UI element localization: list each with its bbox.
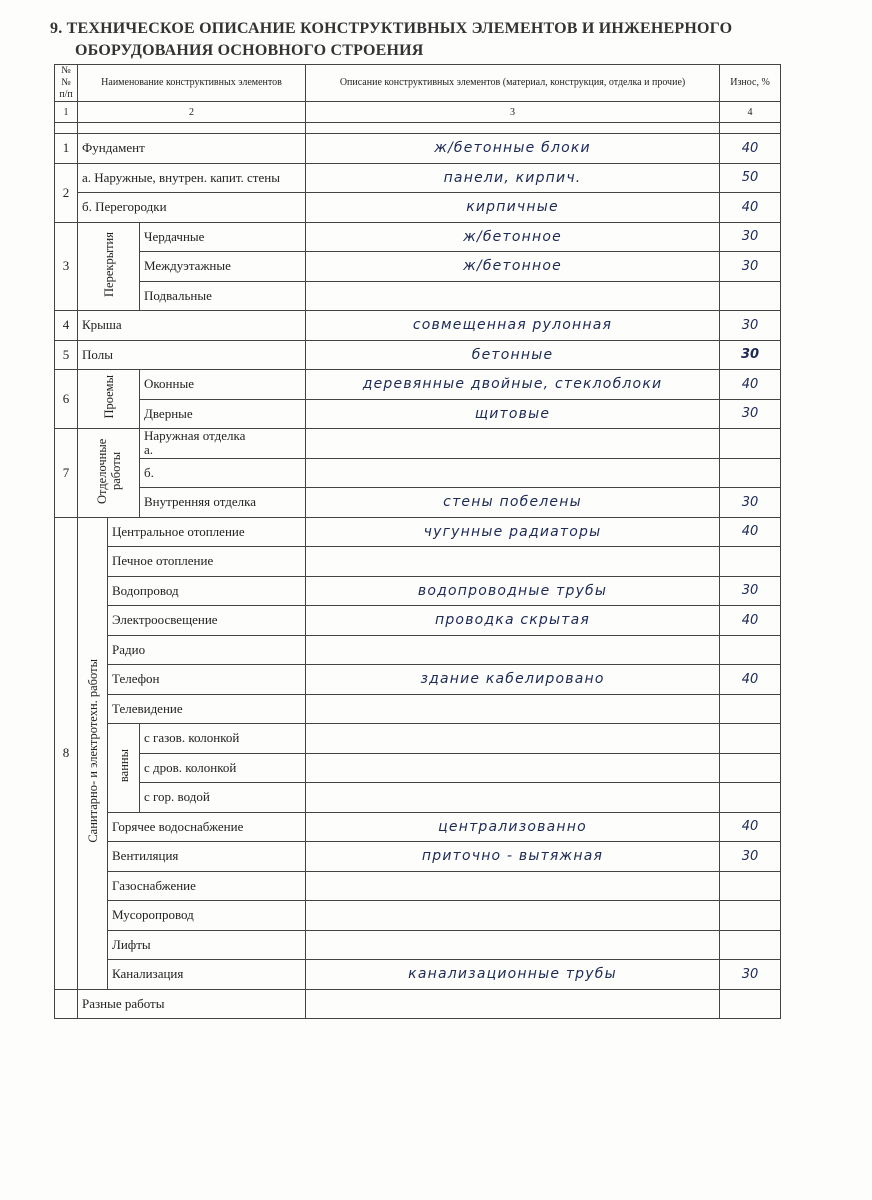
element-name: Газоснабжение bbox=[108, 871, 306, 901]
table-row-telephone bbox=[55, 665, 781, 695]
wear-cell bbox=[720, 989, 781, 1019]
spacer-cell bbox=[78, 123, 306, 134]
description-cell bbox=[306, 930, 720, 960]
description-cell bbox=[306, 281, 720, 311]
wear-cell: 40 bbox=[720, 606, 781, 636]
title-line-1: 9. ТЕХНИЧЕСКОЕ ОПИСАНИЕ КОНСТРУКТИВНЫХ ЭЛЕМЕНТОВ И ИНЖЕНЕРНОГО bbox=[50, 20, 733, 37]
row-number: 8 bbox=[55, 517, 78, 989]
table-row-sewerage bbox=[55, 960, 781, 990]
element-name: Центральное отопление bbox=[108, 517, 306, 547]
description-cell bbox=[306, 901, 720, 931]
subgroup-label-text: ванны bbox=[116, 749, 131, 783]
header-num: №№ п/п bbox=[55, 65, 78, 102]
element-name: с газов. колонкой bbox=[140, 724, 306, 754]
table-row-misc-works bbox=[55, 989, 781, 1019]
element-name: Фундамент bbox=[78, 134, 306, 164]
description-cell bbox=[306, 458, 720, 488]
element-name: Канализация bbox=[108, 960, 306, 990]
table-row-exterior-finish bbox=[55, 429, 781, 459]
row-number: 7 bbox=[55, 429, 78, 518]
description-cell: стены побелены bbox=[306, 488, 720, 518]
description-cell bbox=[306, 753, 720, 783]
description-cell: здание кабелировано bbox=[306, 665, 720, 695]
table-row-garbage-chute bbox=[55, 901, 781, 931]
wear-cell: 40 bbox=[720, 665, 781, 695]
table-row-radio bbox=[55, 635, 781, 665]
element-name: б. bbox=[140, 458, 306, 488]
description-cell: кирпичные bbox=[306, 193, 720, 223]
element-name: Разные работы bbox=[78, 989, 306, 1019]
col-number: 1 bbox=[55, 102, 78, 123]
table-row-television bbox=[55, 694, 781, 724]
group-label-engineering bbox=[78, 517, 108, 989]
table-row-floors bbox=[55, 340, 781, 370]
element-name: Лифты bbox=[108, 930, 306, 960]
description-cell: канализационные трубы bbox=[306, 960, 720, 990]
wear-cell bbox=[720, 429, 781, 459]
col-number: 3 bbox=[306, 102, 720, 123]
row-number: 5 bbox=[55, 340, 78, 370]
element-name: Мусоропровод bbox=[108, 901, 306, 931]
table-row-foundation bbox=[55, 134, 781, 164]
group-label-finishing bbox=[78, 429, 140, 518]
col-number: 4 bbox=[720, 102, 781, 123]
element-name: Печное отопление bbox=[108, 547, 306, 577]
description-cell bbox=[306, 724, 720, 754]
element-name: с дров. колонкой bbox=[140, 753, 306, 783]
wear-cell: 30 bbox=[720, 842, 781, 872]
table-row-stove-heating bbox=[55, 547, 781, 577]
wear-cell bbox=[720, 930, 781, 960]
description-cell bbox=[306, 635, 720, 665]
wear-cell: 30 bbox=[720, 340, 781, 370]
wear-cell: 30 bbox=[720, 576, 781, 606]
table-row-doors bbox=[55, 399, 781, 429]
element-name: а. Наружные, внутрен. капит. стены bbox=[78, 163, 306, 193]
element-name: Внутренняя отделка bbox=[140, 488, 306, 518]
description-cell: бетонные bbox=[306, 340, 720, 370]
description-cell: приточно - вытяжная bbox=[306, 842, 720, 872]
wear-cell bbox=[720, 724, 781, 754]
table-row-water-supply bbox=[55, 576, 781, 606]
table-row-roof bbox=[55, 311, 781, 341]
element-name: Чердачные bbox=[140, 222, 306, 252]
element-name: Оконные bbox=[140, 370, 306, 400]
element-name: Подвальные bbox=[140, 281, 306, 311]
col-number: 2 bbox=[78, 102, 306, 123]
description-cell: ж/бетонное bbox=[306, 222, 720, 252]
row-number: 3 bbox=[55, 222, 78, 311]
element-name: Вентиляция bbox=[108, 842, 306, 872]
row-number: 4 bbox=[55, 311, 78, 341]
wear-cell bbox=[720, 901, 781, 931]
wear-cell bbox=[720, 547, 781, 577]
wear-cell: 30 bbox=[720, 399, 781, 429]
wear-cell bbox=[720, 281, 781, 311]
description-cell: ж/бетонные блоки bbox=[306, 134, 720, 164]
wear-cell: 30 bbox=[720, 252, 781, 282]
header-name: Наименование конструктивных элементов bbox=[78, 65, 306, 102]
description-cell: деревянные двойные, стеклоблоки bbox=[306, 370, 720, 400]
description-cell: панели, кирпич. bbox=[306, 163, 720, 193]
subgroup-label-baths bbox=[108, 724, 140, 813]
description-cell bbox=[306, 871, 720, 901]
row-number: 6 bbox=[55, 370, 78, 429]
description-cell bbox=[306, 783, 720, 813]
element-name: Крыша bbox=[78, 311, 306, 341]
table-row-basement-floor bbox=[55, 281, 781, 311]
element-name: Телевидение bbox=[108, 694, 306, 724]
header-wear: Износ, % bbox=[720, 65, 781, 102]
table-row-central-heating bbox=[55, 517, 781, 547]
wear-cell bbox=[720, 783, 781, 813]
table-row-interfloor bbox=[55, 252, 781, 282]
header-description: Описание конструктивных элементов (материал, конструкция, отделка и прочие) bbox=[306, 65, 720, 102]
description-cell: водопроводные трубы bbox=[306, 576, 720, 606]
group-label-text: Проемы bbox=[101, 375, 116, 419]
group-label-text: Санитарно- и электротехн. работы bbox=[85, 659, 100, 843]
wear-cell: 40 bbox=[720, 134, 781, 164]
row-number: 1 bbox=[55, 134, 78, 164]
table-row-walls bbox=[55, 163, 781, 193]
element-name: Полы bbox=[78, 340, 306, 370]
description-cell bbox=[306, 989, 720, 1019]
wear-cell: 40 bbox=[720, 193, 781, 223]
description-cell: проводка скрытая bbox=[306, 606, 720, 636]
element-name: б. Перегородки bbox=[78, 193, 306, 223]
wear-cell: 40 bbox=[720, 812, 781, 842]
table-row-partitions bbox=[55, 193, 781, 223]
row-number bbox=[55, 989, 78, 1019]
element-subitem: а. bbox=[144, 442, 154, 458]
element-name bbox=[140, 429, 306, 459]
row-number: 2 bbox=[55, 163, 78, 222]
wear-cell: 50 bbox=[720, 163, 781, 193]
description-cell bbox=[306, 429, 720, 459]
element-name: Дверные bbox=[140, 399, 306, 429]
description-cell: чугунные радиаторы bbox=[306, 517, 720, 547]
element-name: Водопровод bbox=[108, 576, 306, 606]
wear-cell bbox=[720, 871, 781, 901]
page-title bbox=[50, 18, 732, 62]
wear-cell: 30 bbox=[720, 488, 781, 518]
table-row-bath-gas bbox=[55, 724, 781, 754]
description-cell bbox=[306, 547, 720, 577]
group-label-text: Отделочные работы bbox=[94, 438, 123, 504]
table-row-bath-wood bbox=[55, 753, 781, 783]
group-label-text: Перекрытия bbox=[101, 231, 116, 297]
table-row-bath-hot bbox=[55, 783, 781, 813]
description-cell: щитовые bbox=[306, 399, 720, 429]
wear-cell bbox=[720, 635, 781, 665]
table-row-lifts bbox=[55, 930, 781, 960]
table-row-ventilation bbox=[55, 842, 781, 872]
wear-cell bbox=[720, 753, 781, 783]
element-name: с гор. водой bbox=[140, 783, 306, 813]
group-label-openings bbox=[78, 370, 140, 429]
table-row-exterior-finish-b bbox=[55, 458, 781, 488]
element-name: Телефон bbox=[108, 665, 306, 695]
header-row bbox=[55, 65, 781, 102]
wear-cell: 30 bbox=[720, 222, 781, 252]
element-name: Междуэтажные bbox=[140, 252, 306, 282]
element-name: Электроосвещение bbox=[108, 606, 306, 636]
table-row-gas-supply bbox=[55, 871, 781, 901]
element-name-text: Наружная отделка bbox=[144, 428, 246, 444]
table-row-attic-floor bbox=[55, 222, 781, 252]
description-cell: совмещенная рулонная bbox=[306, 311, 720, 341]
spacer-cell bbox=[306, 123, 720, 134]
title-line-2: ОБОРУДОВАНИЯ ОСНОВНОГО СТРОЕНИЯ bbox=[75, 42, 424, 59]
table-row-interior-finish bbox=[55, 488, 781, 518]
element-name: Горячее водоснабжение bbox=[108, 812, 306, 842]
wear-cell: 40 bbox=[720, 370, 781, 400]
group-label-floors bbox=[78, 222, 140, 311]
spacer-cell bbox=[720, 123, 781, 134]
spacer-cell bbox=[55, 123, 78, 134]
column-number-row bbox=[55, 102, 781, 123]
wear-cell: 30 bbox=[720, 960, 781, 990]
table-row-hot-water bbox=[55, 812, 781, 842]
wear-cell bbox=[720, 458, 781, 488]
description-cell: ж/бетонное bbox=[306, 252, 720, 282]
table-row-electric-lighting bbox=[55, 606, 781, 636]
wear-cell: 40 bbox=[720, 517, 781, 547]
wear-cell bbox=[720, 694, 781, 724]
technical-description-table bbox=[54, 64, 781, 1019]
table-row-windows bbox=[55, 370, 781, 400]
element-name: Радио bbox=[108, 635, 306, 665]
spacer-row bbox=[55, 123, 781, 134]
wear-cell: 30 bbox=[720, 311, 781, 341]
description-cell bbox=[306, 694, 720, 724]
description-cell: централизованно bbox=[306, 812, 720, 842]
